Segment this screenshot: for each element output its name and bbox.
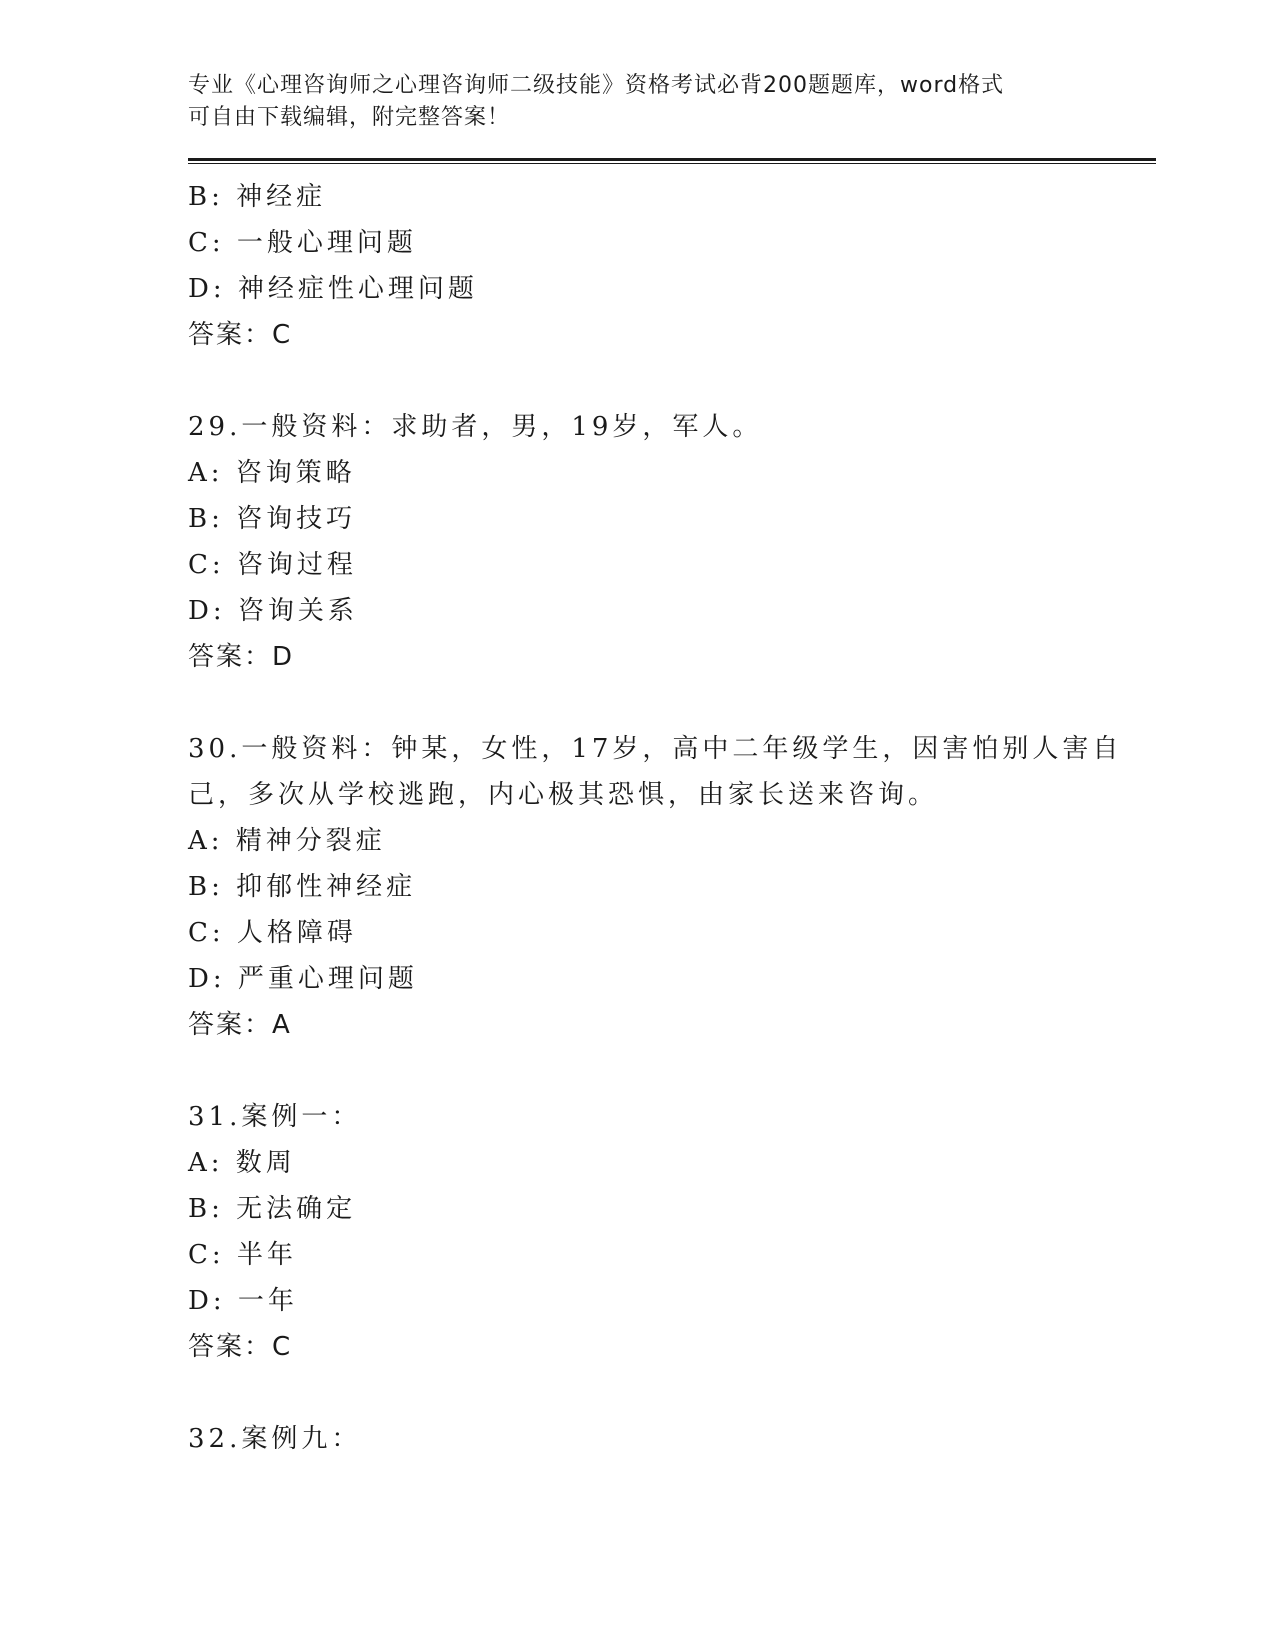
option-a: A: 数周 [188,1148,296,1178]
header-line-2: 可自由下载编辑，附完整答案！ [188,105,511,130]
question-stem-line-1: 30.一般资料：钟某，女性，17岁，高中二年级学生，因害怕别人害自 [188,734,1123,764]
question-stem-line-2: 己，多次从学校逃跑，内心极其恐惧，由家长送来咨询。 [188,780,939,810]
question-31 [188,1094,1158,1370]
question-30 [188,726,1158,1048]
header-divider [188,158,1156,164]
option-b: B: 咨询技巧 [188,504,357,534]
answer-line: 答案：A [188,1010,292,1040]
option-d: D: 神经症性心理问题 [188,274,478,304]
option-b: B: 无法确定 [188,1194,357,1224]
answer-line: 答案：D [188,642,295,672]
option-b: B: 神经症 [188,182,327,212]
option-d: D: 一年 [188,1286,298,1316]
option-a: A: 咨询策略 [188,458,356,488]
question-32 [188,1416,1158,1462]
option-d: D: 咨询关系 [188,596,358,626]
header-line-1: 专业《心理咨询师之心理咨询师二级技能》资格考试必背200题题库，word格式 [188,73,1005,98]
question-29 [188,404,1158,680]
prev-question-block [188,174,1158,358]
question-stem: 29.一般资料：求助者，男，19岁，军人。 [188,412,763,442]
option-b: B: 抑郁性神经症 [188,872,417,902]
question-stem: 32.案例九： [188,1424,362,1454]
option-c: C: 人格障碍 [188,918,357,948]
question-stem: 31.案例一： [188,1102,362,1132]
answer-line: 答案：C [188,320,293,350]
document-page [188,70,1158,1462]
answer-line: 答案：C [188,1332,293,1362]
option-a: A: 精神分裂症 [188,826,386,856]
document-header [188,70,1088,134]
option-c: C: 一般心理问题 [188,228,417,258]
option-d: D: 严重心理问题 [188,964,418,994]
question-content [188,174,1158,1462]
option-c: C: 半年 [188,1240,297,1270]
option-c: C: 咨询过程 [188,550,357,580]
